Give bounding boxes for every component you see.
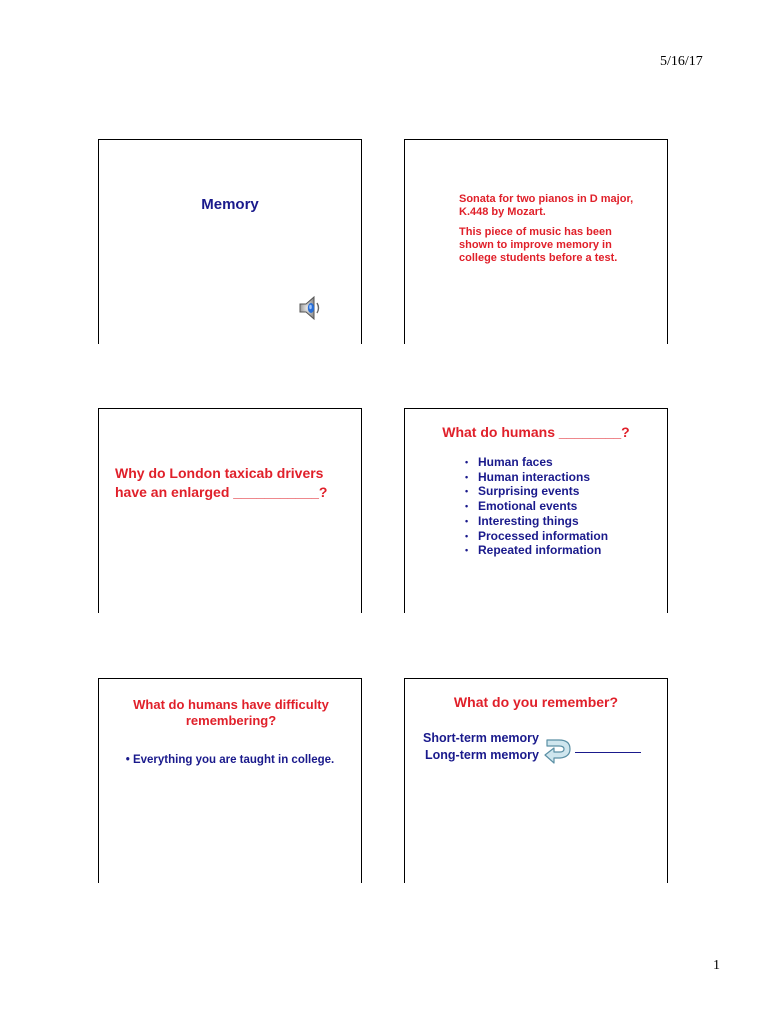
list-item: • Emotional events	[463, 499, 608, 514]
slide-3	[98, 408, 362, 613]
page-number: 1	[713, 958, 720, 973]
fill-in-blank-line	[575, 752, 641, 753]
list-item: • Human faces	[463, 455, 608, 470]
slide-paragraph: Sonata for two pianos in D major, K.448 by Mozart.	[459, 193, 634, 218]
speaker-icon[interactable]	[297, 295, 325, 321]
slide-title: Why do London taxicab drivers have an enlarged ___________?	[115, 465, 328, 500]
list-item: • Processed information	[463, 529, 608, 544]
long-term-memory-label: Long-term memory	[425, 748, 539, 762]
slide-4	[404, 408, 668, 613]
slide-title: What do humans ________?	[442, 424, 630, 440]
bullet-list	[463, 455, 608, 558]
slide-5	[98, 678, 362, 883]
list-item: • Surprising events	[463, 484, 608, 499]
slide-1	[98, 139, 362, 344]
slide-text-block	[459, 193, 644, 272]
page-date: 5/16/17	[660, 54, 703, 69]
slide-title: What do you remember?	[453, 694, 619, 710]
list-item: • Repeated information	[463, 543, 608, 558]
slide-2	[404, 139, 668, 344]
slide-title: What do humans have difficulty remembering?	[133, 697, 329, 728]
cycle-arrow-icon	[543, 735, 573, 765]
slide-title: Memory	[201, 196, 259, 213]
list-item: • Interesting things	[463, 514, 608, 529]
slide-6	[404, 678, 668, 883]
slide-paragraph: This piece of music has been shown to improve memory in college students before a test.	[459, 226, 618, 264]
short-term-memory-label: Short-term memory	[423, 731, 539, 745]
list-item: • Human interactions	[463, 470, 608, 485]
list-item: • Everything you are taught in college.	[125, 754, 335, 766]
